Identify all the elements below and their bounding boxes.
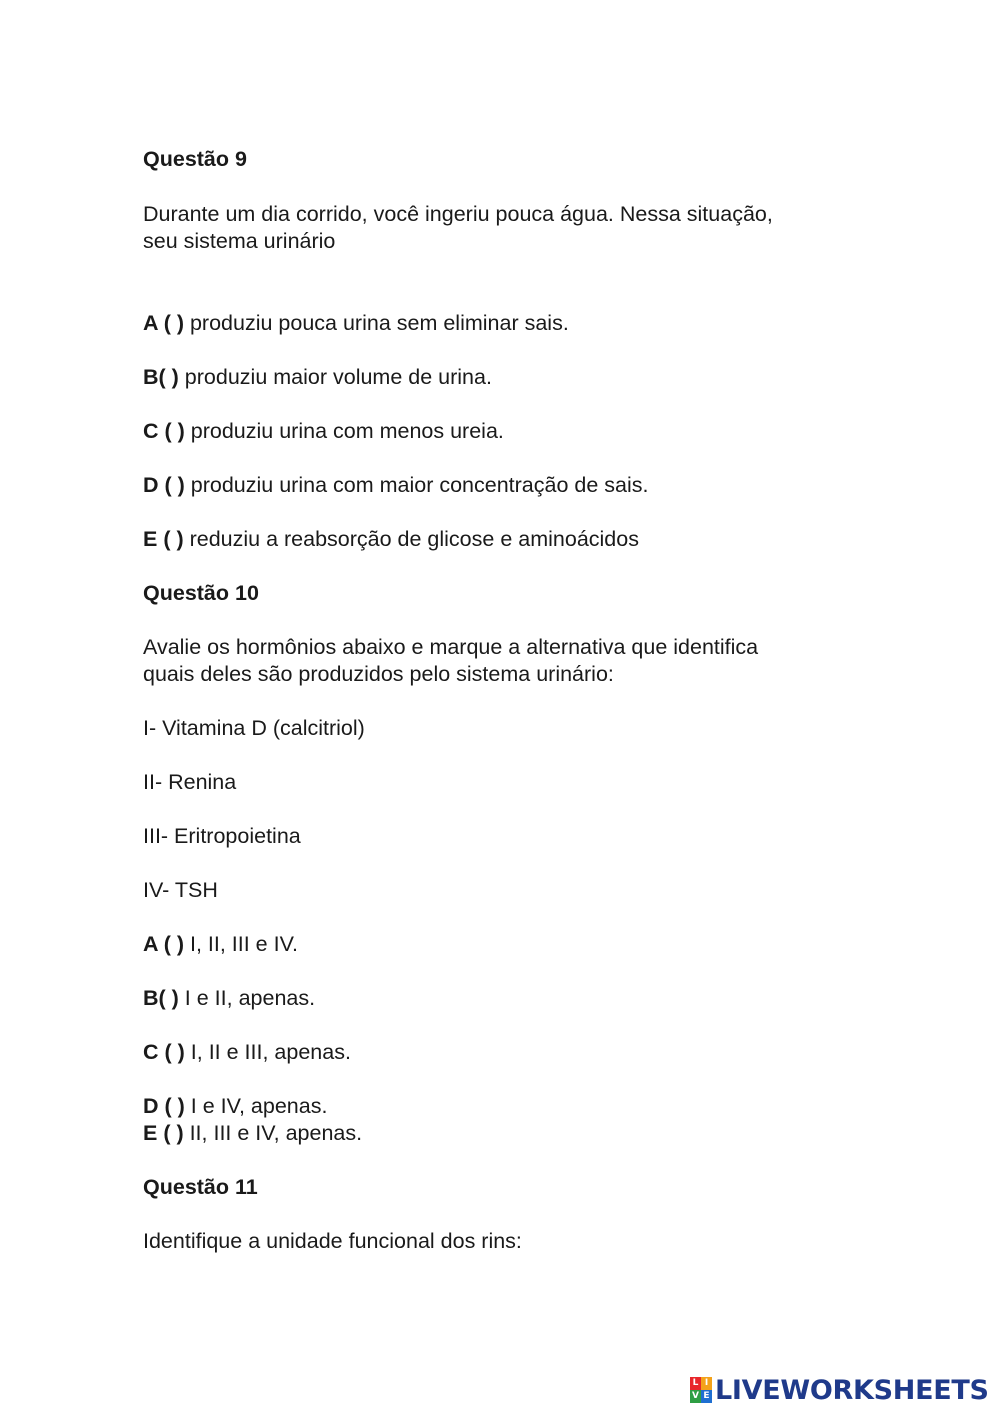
- option-letter: D ( ): [143, 1094, 185, 1118]
- brand-wordmark: LIVEWORKSHEETS: [715, 1374, 989, 1406]
- option-letter: C ( ): [143, 1040, 185, 1064]
- option-letter: A ( ): [143, 311, 184, 335]
- option-text: I, II e III, apenas.: [184, 1040, 351, 1064]
- liveworksheets-logo-icon: [690, 1377, 712, 1403]
- question-10-prompt-line-2: quais deles são produzidos pelo sistema urinário:: [143, 662, 614, 686]
- question-9-option-c[interactable]: [143, 418, 504, 445]
- question-10-option-e[interactable]: [143, 1120, 362, 1147]
- question-10-item-4: IV- TSH: [143, 878, 218, 902]
- option-text: I e IV, apenas.: [184, 1094, 328, 1118]
- logo-letter-e: E: [701, 1390, 712, 1403]
- question-10-item-3: III- Eritropoietina: [143, 824, 301, 848]
- question-10-item-2: II- Renina: [143, 770, 237, 794]
- option-letter: E ( ): [143, 527, 184, 551]
- question-9-option-e[interactable]: [143, 526, 639, 553]
- option-text: I, II, III e IV.: [184, 932, 298, 956]
- option-letter: A ( ): [143, 932, 184, 956]
- liveworksheets-brand: [690, 1373, 989, 1407]
- logo-letter-i: I: [701, 1377, 712, 1390]
- option-letter: B( ): [143, 986, 179, 1010]
- option-text: produziu maior volume de urina.: [178, 365, 492, 389]
- question-9-option-a[interactable]: [143, 310, 569, 337]
- option-text: I e II, apenas.: [178, 986, 316, 1010]
- question-10-title: Questão 10: [143, 581, 259, 605]
- question-10-prompt-line-1: Avalie os hormônios abaixo e marque a alternativa que identifica: [143, 635, 759, 659]
- option-letter: C ( ): [143, 419, 185, 443]
- question-9-prompt-line-2: seu sistema urinário: [143, 229, 336, 253]
- question-11-title: Questão 11: [143, 1175, 258, 1199]
- option-text: reduziu a reabsorção de glicose e aminoácidos: [183, 527, 639, 551]
- logo-letter-v: V: [690, 1390, 701, 1403]
- question-9-option-b[interactable]: [143, 364, 492, 391]
- option-letter: D ( ): [143, 473, 185, 497]
- question-10-item-1: I- Vitamina D (calcitriol): [143, 716, 365, 740]
- question-10-option-c[interactable]: [143, 1039, 351, 1066]
- option-text: produziu urina com maior concentração de sais.: [184, 473, 649, 497]
- option-letter: E ( ): [143, 1121, 184, 1145]
- question-9-option-d[interactable]: [143, 472, 648, 499]
- option-text: produziu urina com menos ureia.: [184, 419, 504, 443]
- question-9-prompt-line-1: Durante um dia corrido, você ingeriu pouca água. Nessa situação,: [143, 202, 773, 226]
- question-10-option-b[interactable]: [143, 985, 315, 1012]
- question-11-prompt: Identifique a unidade funcional dos rins:: [143, 1229, 522, 1253]
- question-9-title: Questão 9: [143, 147, 247, 171]
- question-10-option-d[interactable]: [143, 1093, 327, 1120]
- logo-letter-l: L: [690, 1377, 701, 1390]
- option-text: produziu pouca urina sem eliminar sais.: [184, 311, 569, 335]
- option-letter: B( ): [143, 365, 179, 389]
- option-text: II, III e IV, apenas.: [183, 1121, 363, 1145]
- question-10-option-a[interactable]: [143, 931, 298, 958]
